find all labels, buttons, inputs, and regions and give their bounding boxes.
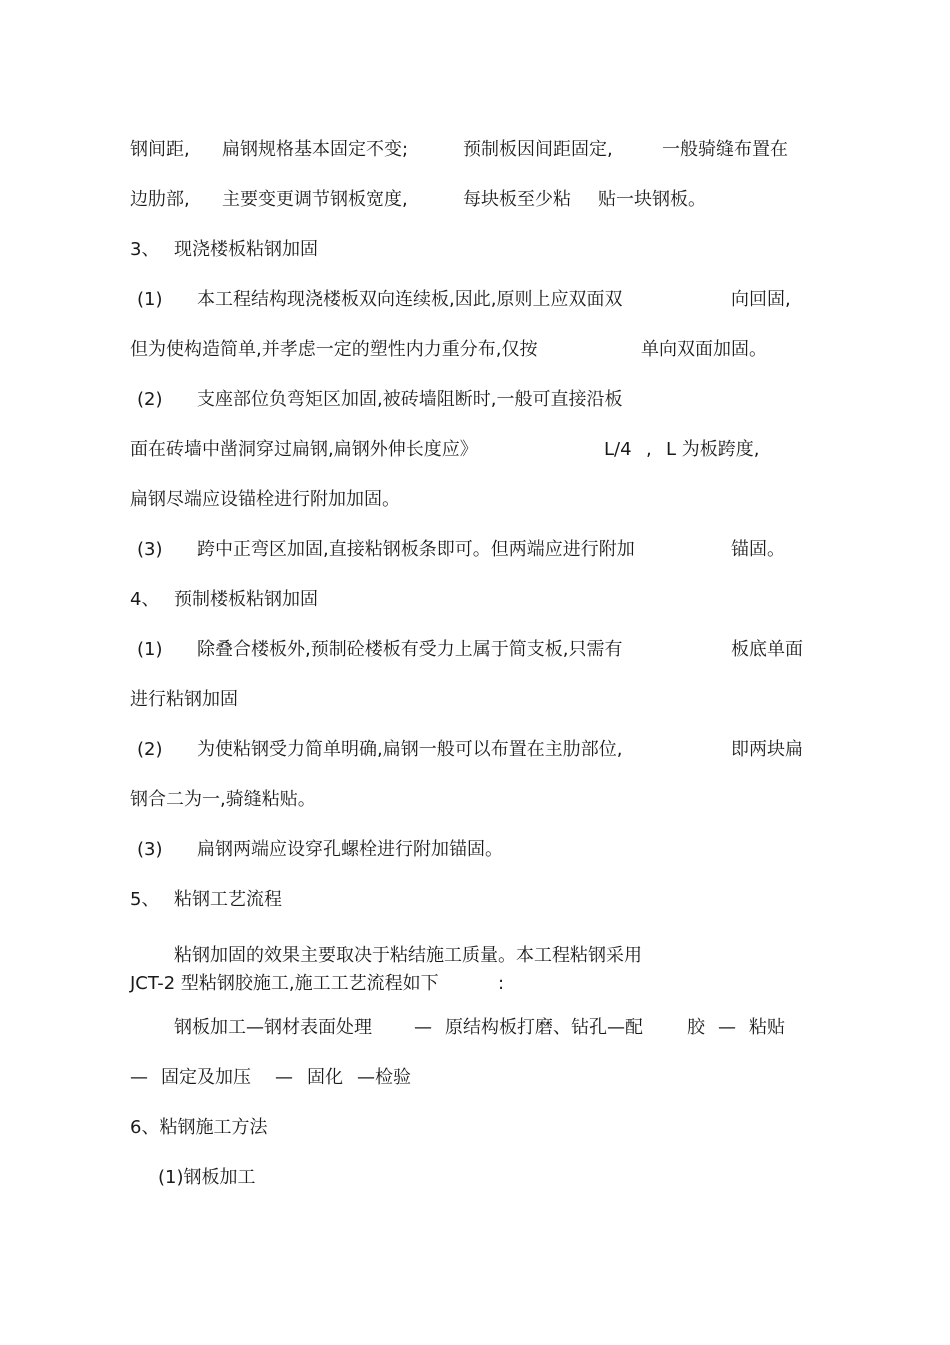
section-title: 预制楼板粘钢加固 bbox=[174, 589, 318, 610]
text-segment: 板底单面 bbox=[731, 639, 803, 660]
section-heading bbox=[0, 1113, 950, 1143]
section-heading bbox=[0, 885, 950, 915]
text-segment: 每块板至少粘 bbox=[463, 189, 571, 210]
section-number: 3、 bbox=[130, 239, 160, 260]
section-number: 4、 bbox=[130, 589, 160, 610]
text-line bbox=[0, 285, 950, 315]
text-segment: 主要变更调节钢板宽度, bbox=[222, 189, 408, 210]
text-segment: 预制板因间距固定, bbox=[463, 139, 613, 160]
text-segment: L 为板跨度, bbox=[666, 439, 760, 460]
process-step: 胶 bbox=[687, 1017, 705, 1038]
text-segment: L/4 bbox=[604, 439, 632, 460]
process-step: 固定及加压 bbox=[161, 1067, 251, 1088]
text-segment: 粘钢加固的效果主要取决于粘结施工质量。本工程粘钢采用 bbox=[174, 945, 642, 966]
text-line bbox=[0, 941, 950, 971]
section-heading bbox=[0, 585, 950, 615]
text-segment: 本工程结构现浇楼板双向连续板,因此,原则上应双面双 bbox=[197, 289, 623, 310]
text-segment: 跨中正弯区加固,直接粘钢板条即可。但两端应进行附加 bbox=[197, 539, 635, 560]
text-segment: 除叠合楼板外,预制砼楼板有受力上属于简支板,只需有 bbox=[197, 639, 623, 660]
text-line bbox=[0, 135, 950, 165]
text-segment: 扁钢尽端应设锚栓进行附加加固。 bbox=[130, 489, 400, 510]
text-segment: 边肋部, bbox=[130, 189, 190, 210]
text-segment: 一般骑缝布置在 bbox=[662, 139, 788, 160]
section-title: 6、粘钢施工方法 bbox=[130, 1117, 268, 1138]
section-heading bbox=[0, 235, 950, 265]
process-step: 粘贴 bbox=[749, 1017, 785, 1038]
text-segment: 面在砖墙中凿洞穿过扁钢,扁钢外伸长度应》 bbox=[130, 439, 478, 460]
flow-dash: — bbox=[275, 1067, 293, 1088]
text-line bbox=[0, 969, 950, 999]
text-line bbox=[0, 335, 950, 365]
item-number: (1) bbox=[137, 289, 163, 310]
text-segment: 向回固, bbox=[731, 289, 791, 310]
flow-dash: — bbox=[130, 1067, 148, 1088]
item-number: (3) bbox=[137, 539, 163, 560]
text-line bbox=[0, 485, 950, 515]
text-line bbox=[0, 685, 950, 715]
text-segment: JCT-2 型粘钢胶施工,施工工艺流程如下 bbox=[130, 973, 439, 994]
process-step: 钢板加工—钢材表面处理 bbox=[174, 1017, 372, 1038]
text-segment: 单向双面加固。 bbox=[641, 339, 767, 360]
text-line bbox=[0, 535, 950, 565]
item-number: (2) bbox=[137, 389, 163, 410]
text-line bbox=[0, 185, 950, 215]
text-segment: 即两块扁 bbox=[731, 739, 803, 760]
flow-dash: — bbox=[718, 1017, 736, 1038]
text-segment: 进行粘钢加固 bbox=[130, 689, 238, 710]
text-segment: 为使粘钢受力简单明确,扁钢一般可以布置在主肋部位, bbox=[197, 739, 623, 760]
text-line bbox=[0, 635, 950, 665]
process-step: —检验 bbox=[357, 1067, 411, 1088]
flow-dash: — bbox=[414, 1017, 432, 1038]
text-segment: 扁钢两端应设穿孔螺栓进行附加锚固。 bbox=[197, 839, 503, 860]
text-line bbox=[0, 835, 950, 865]
text-line bbox=[0, 385, 950, 415]
text-line bbox=[0, 435, 950, 465]
text-line bbox=[0, 735, 950, 765]
text-segment: , bbox=[646, 439, 652, 460]
section-title: 现浇楼板粘钢加固 bbox=[174, 239, 318, 260]
text-segment: 扁钢规格基本固定不变; bbox=[222, 139, 409, 160]
subsection-title: (1)钢板加工 bbox=[158, 1167, 256, 1188]
item-number: (1) bbox=[137, 639, 163, 660]
process-step: 原结构板打磨、钻孔—配 bbox=[445, 1017, 643, 1038]
text-segment: : bbox=[498, 973, 505, 994]
text-segment: 支座部位负弯矩区加固,被砖墙阻断时,一般可直接沿板 bbox=[197, 389, 623, 410]
text-segment: 贴一块钢板。 bbox=[598, 189, 706, 210]
section-title: 粘钢工艺流程 bbox=[174, 889, 282, 910]
subsection-heading bbox=[0, 1163, 950, 1193]
process-step: 固化 bbox=[307, 1067, 343, 1088]
text-line bbox=[0, 785, 950, 815]
text-segment: 但为使构造简单,并孝虑一定的塑性内力重分布,仅按 bbox=[130, 339, 538, 360]
item-number: (2) bbox=[137, 739, 163, 760]
process-flow-line bbox=[0, 1013, 950, 1043]
process-flow-line bbox=[0, 1063, 950, 1093]
section-number: 5、 bbox=[130, 889, 160, 910]
text-segment: 钢间距, bbox=[130, 139, 190, 160]
item-number: (3) bbox=[137, 839, 163, 860]
text-segment: 锚固。 bbox=[731, 539, 785, 560]
text-segment: 钢合二为一,骑缝粘贴。 bbox=[130, 789, 316, 810]
